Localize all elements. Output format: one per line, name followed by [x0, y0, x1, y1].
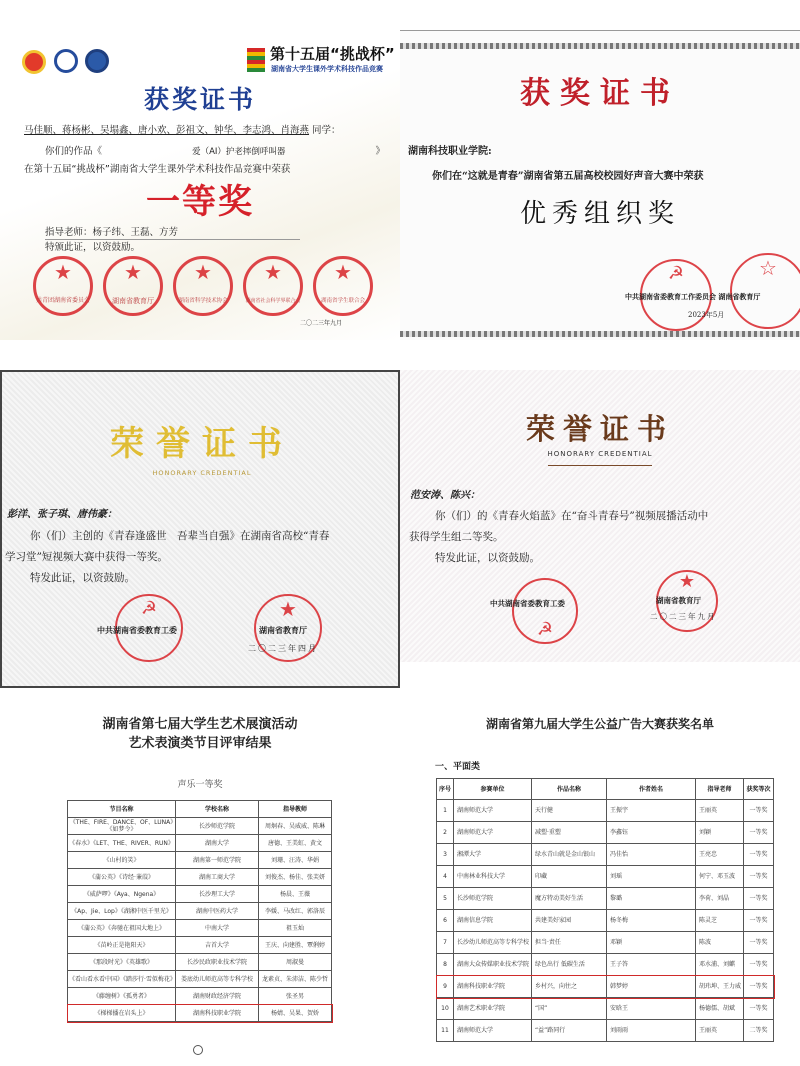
certificate-campus-voice: [400, 30, 800, 340]
table-cell: 一等奖: [744, 998, 774, 1020]
table-row: [68, 903, 332, 920]
table-cell: 1: [437, 800, 454, 822]
table-cell: 陈灵芝: [696, 910, 744, 932]
table-cell: 湖南大众传媒职业技术学院: [454, 954, 532, 976]
table-cell: 中南大学: [176, 920, 259, 937]
list-title: 湖南省第九届大学生公益广告大赛获奖名单: [485, 717, 714, 731]
table-cell: 共建美好家园: [532, 910, 607, 932]
list-title-2: 艺术表演类节目评审结果: [128, 736, 272, 751]
column-header: 获奖等次: [744, 779, 774, 800]
table-cell: 陈波: [696, 932, 744, 954]
table-row: [68, 835, 332, 852]
star-icon: ★: [264, 260, 282, 284]
table-row: [68, 920, 332, 937]
table-cell: 黎璐: [607, 888, 696, 910]
party-emblem-icon: ☭: [536, 619, 554, 640]
issue-date: 二〇二三年九月: [300, 320, 343, 327]
table-cell: 李鑫钰: [607, 822, 696, 844]
column-header: 学校名称: [176, 801, 259, 818]
certificate-youth-flame-video: [400, 370, 800, 662]
table-cell: 3: [437, 844, 454, 866]
table-cell: 邓水浦、刘麒: [696, 954, 744, 976]
list-title-1: 湖南省第七届大学生艺术展演活动: [102, 717, 298, 732]
table-cell: 韩梦婷: [607, 976, 696, 998]
table-row: [68, 818, 332, 835]
table-cell: 王振宇: [607, 800, 696, 822]
table-cell: 11: [437, 1020, 454, 1042]
body-line-2: 学习堂”短视频大赛中获得一等奖。: [5, 551, 168, 563]
table-cell: 娄底幼儿师范高等专科学校: [176, 971, 259, 988]
closing-text: 特颁此证，以资鼓励。: [45, 242, 141, 253]
closing-text: 特发此证，以资鼓励。: [30, 572, 135, 584]
table-cell: “国”: [532, 998, 607, 1020]
table-cell: 7: [437, 932, 454, 954]
table-cell: 湖南第一师范学院: [176, 852, 259, 869]
table-row: [68, 886, 332, 903]
table-cell: 《看山看水看中国》《踏莎行·雪似梅花》: [68, 971, 176, 988]
table-cell: 王庆、向建胜、覃俐婷: [259, 937, 332, 954]
award-name: 优秀组织奖: [519, 199, 680, 229]
table-cell: 《Ap、Jie、Lop》《湖湘中医千里光》: [68, 903, 176, 920]
body-line-2: 获得学生组二等奖。: [409, 531, 504, 543]
table-cell: 10: [437, 998, 454, 1020]
table-cell: 《蒲公英》《诗经·蒹葭》: [68, 869, 176, 886]
certificate-title: 荣誉证书: [110, 424, 294, 464]
table-cell: 杨德儒、胡斌: [696, 998, 744, 1020]
table-cell: 湘潭大学: [454, 844, 532, 866]
certificate-youth-study-video: [0, 370, 400, 688]
issue-date: 二〇二三年四月: [248, 644, 318, 653]
table-cell: 王丽英: [696, 1020, 744, 1042]
certificate-subtitle: HONORARY CREDENTIAL: [152, 469, 252, 477]
issue-date: 2023年5月: [688, 311, 725, 319]
column-header: 作者姓名: [607, 779, 696, 800]
table-row: [68, 988, 332, 1005]
art-performance-results: [0, 700, 400, 1066]
column-header: 指导老师: [696, 779, 744, 800]
table-row: [437, 800, 774, 822]
stamp-student-federation: ★ 湖南省学生联合会: [313, 256, 373, 316]
table-cell: 湖南工商大学: [176, 869, 259, 886]
star-icon: ★: [194, 260, 212, 284]
table-cell: 中南林业科技大学: [454, 866, 532, 888]
stamp-education-dept: [730, 253, 800, 329]
table-cell: 湖南师范大学: [454, 1020, 532, 1042]
column-header: 序号: [437, 779, 454, 800]
table-cell: 天行健: [532, 800, 607, 822]
table-row: [68, 954, 332, 971]
party-emblem-icon: ☭: [667, 263, 685, 284]
table-cell: 绿水青山就是金山银山: [532, 844, 607, 866]
table-row: [437, 888, 774, 910]
table-cell: 刘俊杰、杨佳、张芙妍: [259, 869, 332, 886]
certificate-title: 获奖证书: [143, 85, 256, 114]
column-header: 节目名称: [68, 801, 176, 818]
table-cell: 杨婧、吴果、贺娇: [259, 1005, 332, 1022]
award-level: 一等奖: [146, 182, 254, 222]
logo-subtitle: 湖南省大学生课外学术科技作品竞赛: [271, 65, 383, 73]
table-cell: 湖南艺术职业学院: [454, 998, 532, 1020]
star-icon: ★: [334, 260, 352, 284]
logo-title: 第十五届“挑战杯”: [270, 45, 395, 63]
table-cell: 冯佳怡: [607, 844, 696, 866]
stamp-social-science: ★ 湖南省社会科学界联合会: [243, 256, 303, 316]
table-cell: 长沙师范学院: [454, 888, 532, 910]
table-cell: 湖南信息学院: [454, 910, 532, 932]
stamp-education-dept: ★ 湖南省教育厅: [103, 256, 163, 316]
table-cell: 张圣男: [259, 988, 332, 1005]
table-cell: 4: [437, 866, 454, 888]
table-header-row: [437, 779, 774, 800]
issuer-2: 湖南省教育厅: [656, 596, 701, 605]
table-cell: 《那段时光》《英雄歌》: [68, 954, 176, 971]
public-ad-awards-list: [400, 700, 800, 1066]
decorative-border: [400, 43, 800, 49]
table-cell: 王亮忠: [696, 844, 744, 866]
table-cell: 5: [437, 888, 454, 910]
star-icon: ☆: [759, 256, 777, 280]
recipients: 马佳顺、蒋杨彬、吴塌鑫、唐小欢、彭祖文、钟华、李志鸿、肖海燕: [24, 125, 310, 136]
table-cell: 周炯春、吴威威、陈琳: [259, 818, 332, 835]
table-row: [68, 937, 332, 954]
issuer-2: 湖南省教育厅: [259, 625, 307, 635]
table-cell: 二等奖: [744, 1020, 774, 1042]
table-cell: 一等奖: [744, 866, 774, 888]
section-title: 声乐一等奖: [177, 780, 223, 790]
issue-date: 二〇二三年九月: [650, 612, 717, 621]
table-cell: 《THE、FIRE、DANCE、OF、LUNA》《如梦令》: [68, 818, 176, 835]
table-cell: 湖南科技职业学院: [176, 1005, 259, 1022]
table-cell: 安晗王: [607, 998, 696, 1020]
association-logo-icon: [85, 49, 109, 73]
body-line-1: 你（们）的《青春火焰蓝》在“奋斗青春号”视频展播活动中: [435, 510, 709, 522]
column-header: 指导教师: [259, 801, 332, 818]
table-cell: 魔方特动美好生活: [532, 888, 607, 910]
column-header: 作品名称: [532, 779, 607, 800]
table-header-row: [68, 801, 332, 818]
certificate-title: 获奖证书: [520, 76, 680, 111]
body-line-1: 你（们）主创的《青春逢盛世 吾辈当自强》在湖南省高校“青春: [30, 530, 330, 542]
table-cell: 印藏: [532, 866, 607, 888]
table-row: [437, 1020, 774, 1042]
table-cell: 刘瑶: [607, 866, 696, 888]
table-row: [437, 954, 774, 976]
youth-league-emblem-icon: [22, 50, 46, 74]
recipients: 彭洋、张子琪、唐伟豪：: [7, 509, 117, 520]
star-icon: ★: [54, 260, 72, 284]
table-cell: 湖南中医药大学: [176, 903, 259, 920]
table-cell: 王子答: [607, 954, 696, 976]
awards-table: [436, 778, 774, 1042]
table-row: [68, 971, 332, 988]
table-cell: 何宁、邓玉波: [696, 866, 744, 888]
advisor-label: 指导老师：: [45, 227, 93, 238]
table-cell: 长沙幼儿师范高等专科学校: [454, 932, 532, 954]
table-cell: 2: [437, 822, 454, 844]
table-cell: 一等奖: [744, 932, 774, 954]
table-cell: 担当·责任: [532, 932, 607, 954]
table-cell: 一等奖: [744, 800, 774, 822]
table-row: [437, 932, 774, 954]
table-cell: 邓颖: [607, 932, 696, 954]
column-header: 参赛单位: [454, 779, 532, 800]
table-row: [437, 910, 774, 932]
section-title: 一、平面类: [435, 762, 481, 772]
closing-text: 特发此证，以资鼓励。: [435, 552, 540, 564]
table-row: [68, 852, 332, 869]
table-cell: 《蒲公英》《奔驰在祖国大地上》: [68, 920, 176, 937]
stamp-education-committee: [512, 578, 578, 644]
table-cell: 8: [437, 954, 454, 976]
table-cell: 龙素贞、朱沛洁、陈少哲: [259, 971, 332, 988]
recipients: 范安涛、陈兴：: [410, 490, 480, 501]
table-cell: 湖南师范大学: [454, 822, 532, 844]
certificate-title: 荣誉证书: [525, 412, 674, 446]
table-cell: 杨晨、王薇: [259, 886, 332, 903]
table-cell: 《藤缠树》《孤勇者》: [68, 988, 176, 1005]
table-cell: 李媛、马改红、郭洛辰: [259, 903, 332, 920]
stamp-youth-league: ★ 共青团湖南省委员会: [33, 256, 93, 316]
table-cell: 祖玉灿: [259, 920, 332, 937]
table-cell: 《春水》《LET、THE、RIVER、RUN》: [68, 835, 176, 852]
table-row: [437, 866, 774, 888]
table-cell: 6: [437, 910, 454, 932]
issuer: 中共湖南省委教育工作委员会 湖南省教育厅: [625, 292, 761, 301]
table-cell: “益”路同行: [532, 1020, 607, 1042]
logo-15-icon: [54, 49, 78, 73]
scroll-handle[interactable]: [193, 1045, 203, 1055]
table-cell: 一等奖: [744, 954, 774, 976]
award-line: 在第十五届“挑战杯”湖南省大学生课外学术科技作品竞赛中荣获: [24, 164, 291, 175]
table-cell: 周淑曼: [259, 954, 332, 971]
table-cell: 长沙理工大学: [176, 886, 259, 903]
table-cell: 湖南财政经济学院: [176, 988, 259, 1005]
table-row-highlighted: [68, 1005, 332, 1022]
star-icon: ★: [279, 597, 297, 621]
table-row-highlighted: [437, 976, 774, 998]
table-cell: 《梯梯播在岩头上》: [68, 1005, 176, 1022]
table-cell: 一等奖: [744, 844, 774, 866]
table-cell: 一等奖: [744, 888, 774, 910]
decorative-border: [400, 331, 800, 337]
issuer-1: 中共湖南省委教育工委: [97, 625, 177, 635]
recipient: 湖南科技职业学院:: [408, 146, 492, 157]
work-name: 爱（AI）护老摔倒呼叫器: [192, 147, 286, 157]
table-cell: 湖南师范大学: [454, 800, 532, 822]
table-cell: 一等奖: [744, 976, 774, 998]
work-prefix: 你们的作品《: [45, 146, 103, 157]
table-cell: 一等奖: [744, 910, 774, 932]
table-cell: 一等奖: [744, 822, 774, 844]
table-cell: 唐德、王美虹、黄文: [259, 835, 332, 852]
table-cell: 乡村兴，向往之: [532, 976, 607, 998]
advisors: 杨子纬、王磊、方芳: [92, 227, 179, 238]
table-cell: 减塑·重塑: [532, 822, 607, 844]
work-suffix: 》: [375, 146, 385, 157]
table-cell: 胡玮坤、王力威: [696, 976, 744, 998]
table-cell: 刘珊、汪涛、华娟: [259, 852, 332, 869]
stamp-science-association: ★ 湖南省科学技术协会: [173, 256, 233, 316]
table-cell: 吉首大学: [176, 937, 259, 954]
table-cell: 王丽英: [696, 800, 744, 822]
recipients-suffix: 同学：: [312, 125, 341, 136]
table-cell: 刘颖: [696, 822, 744, 844]
table-cell: 9: [437, 976, 454, 998]
table-cell: 长沙民政职业技术学院: [176, 954, 259, 971]
table-cell: 刘雨雨: [607, 1020, 696, 1042]
star-icon: ★: [678, 571, 696, 592]
results-table: [67, 800, 332, 1022]
ornament-divider: [548, 465, 652, 466]
table-row: [437, 998, 774, 1020]
certificate-challenge-cup: [0, 30, 400, 340]
certificate-subtitle: HONORARY CREDENTIAL: [547, 450, 653, 458]
party-emblem-icon: ☭: [140, 598, 158, 619]
table-cell: 李荷、刘晶: [696, 888, 744, 910]
table-cell: 湖南大学: [176, 835, 259, 852]
table-row: [68, 869, 332, 886]
table-cell: 《苗岭正是艳阳天》: [68, 937, 176, 954]
table-cell: 绿色出行 低碳生活: [532, 954, 607, 976]
table-row: [437, 844, 774, 866]
table-row: [437, 822, 774, 844]
award-line: 你们在“这就是青春”湖南省第五届高校校园好声音大赛中荣获: [432, 171, 704, 182]
table-cell: 《山村的笑》: [68, 852, 176, 869]
issuer-1: 中共湖南省委教育工委: [490, 599, 565, 608]
challenge-cup-logo-icon: [247, 48, 265, 72]
table-cell: 湖南科技职业学院: [454, 976, 532, 998]
table-cell: 长沙师范学院: [176, 818, 259, 835]
star-icon: ★: [124, 260, 142, 284]
table-cell: 杨冬梅: [607, 910, 696, 932]
table-cell: 《威萨啰》《Aya、Ngena》: [68, 886, 176, 903]
